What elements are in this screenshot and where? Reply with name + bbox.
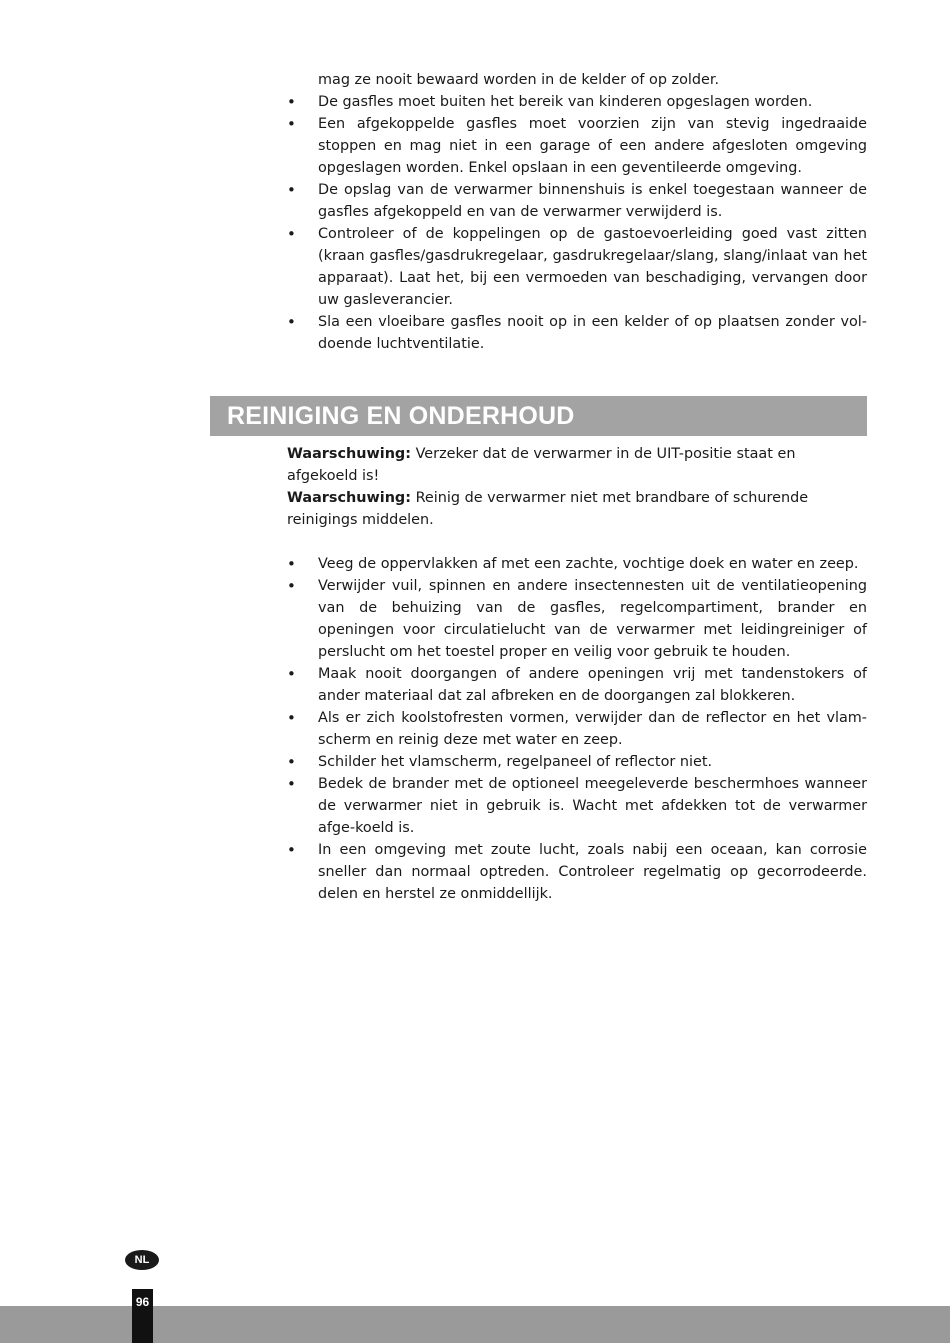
language-badge: NL	[125, 1250, 159, 1270]
list-item: • In een omgeving met zoute lucht, zoals nabij een oceaan, kan corrosie sneller dan normaal optreden. Controleer regelmatig op gecorrodeerde. delen en herstel ze onmiddellijk.	[287, 839, 867, 905]
warning-label: Waarschuwing:	[287, 446, 411, 462]
list-item: • Een afgekoppelde gasfles moet voorzien zijn van stevig ingedraaide stoppen en mag niet in een garage of een andere afgesloten omgeving opgeslagen worden. Enkel opslaan in een geventileerde omgeving.	[287, 113, 867, 179]
list-item: • Sla een vloeibare gasfles nooit op in een kelder of op plaatsen zonder vol-doende luchtventilatie.	[287, 311, 867, 355]
warning-text: Reinig de verwarmer niet met brandbare of schurende reinigings middelen.	[287, 490, 809, 528]
list-item: • Schilder het vlamscherm, regelpaneel of reflector niet.	[287, 751, 867, 773]
section-heading: REINIGING EN ONDERHOUD	[210, 396, 867, 436]
warning-paragraph	[287, 443, 867, 487]
list-item: • De gasfles moet buiten het bereik van kinderen opgeslagen worden.	[287, 91, 867, 113]
warning-label: Waarschuwing:	[287, 490, 411, 506]
list-item: • Verwijder vuil, spinnen en andere insectennesten uit de ventilatieopening van de behuizing van de gasfles, regelcompartiment, brander en openingen voor circulatielucht van de verwarmer met leidingreiniger of perslucht om het toestel proper en veilig voor gebruik te houden.	[287, 575, 867, 663]
list-item: • Bedek de brander met de optioneel meegeleverde beschermhoes wanneer de verwarmer niet in gebruik is. Wacht met afdekken tot de verwarmer afge-koeld is.	[287, 773, 867, 839]
maintenance-instructions-list	[287, 553, 867, 905]
page-number: 96	[132, 1289, 153, 1343]
list-item: • Veeg de oppervlakken af met een zachte, vochtige doek en water en zeep.	[287, 553, 867, 575]
list-item: • Als er zich koolstofresten vormen, verwijder dan de reflector en het vlam-scherm en reinig deze met water en zeep.	[287, 707, 867, 751]
list-item: mag ze nooit bewaard worden in de kelder of op zolder.	[318, 72, 720, 88]
warning-paragraph	[287, 487, 867, 531]
warning-text: Verzeker dat de verwarmer in de UIT-positie staat en afgekoeld is!	[287, 446, 796, 484]
storage-instructions-list	[287, 69, 867, 355]
list-item: • Maak nooit doorgangen of andere openingen vrij met tandenstokers of ander materiaal dat zal afbreken en de doorgangen zal blokkeren.	[287, 663, 867, 707]
list-item: • De opslag van de verwarmer binnenshuis is enkel toegestaan wanneer de gasfles afgekoppeld en van de verwarmer verwijderd is.	[287, 179, 867, 223]
list-item: • Controleer of de koppelingen op de gastoevoerleiding goed vast zitten (kraan gasfles/gasdrukregelaar, gasdrukregelaar/slang, slang/inlaat van het apparaat). Laat het, bij een vermoeden van beschadiging, vervangen door uw gasleverancier.	[287, 223, 867, 311]
warnings-block	[287, 443, 867, 531]
